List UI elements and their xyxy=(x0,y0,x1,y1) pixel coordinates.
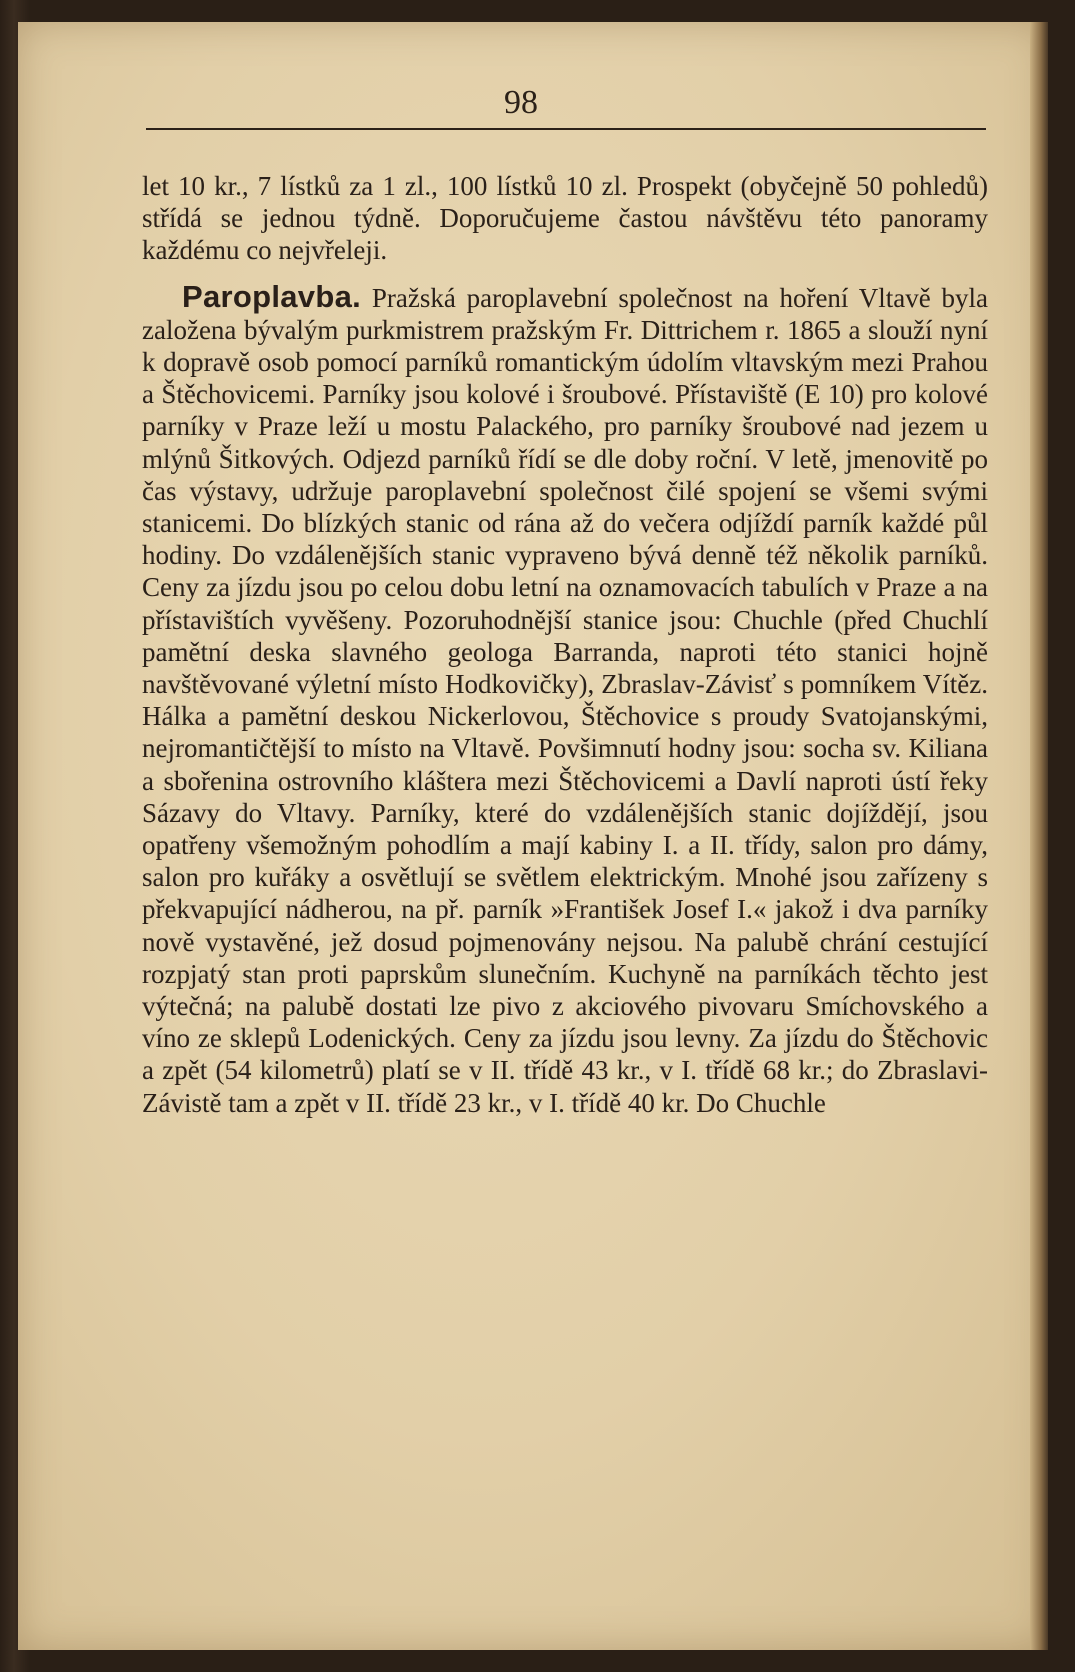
paragraph-paroplavba-text: Pražská paroplavební společnost na hoření Vltavě byla založena bývalým purkmistrem pražským Fr. Dittrichem r. 1865 a slouží nyní k dopravě osob pomocí parníků romantickým údolím vltavským mezi Prahou a Štěchovicemi. Parníky jsou kolové i šroubové. Přístaviště (E 10) pro kolové parníky v Praze leží u mostu Palackého, pro parníky šroubové nad jezem u mlýnů Šitkových. Odjezd parníků řídí se dle doby roční. V letě, jmenovitě po čas výstavy, udržuje paroplavební společnost čilé spojení se všemi svými stanicemi. Do blízkých stanic od rána až do večera odjíždí parník každé půl hodiny. Do vzdálenějších stanic vypraveno bývá denně též několik parníků. Ceny za jízdu jsou po celou dobu letní na oznamovacích tabulích v Praze a na přístavištích vyvěšeny. Pozoruhodnější stanice jsou: Chuchle (před Chuchlí pamětní deska slavného geologa Barranda, naproti této stanici hojně navštěvované výletní místo Hodkovičky), Zbraslav-Závisť s pomníkem Vítěz. Hálka a pamětní deskou Nickerlovou, Štěchovice s proudy Svatojanskými, nejromantičtější to místo na Vltavě. Povšimnutí hodny jsou: socha sv. Kiliana a sbořenina ostrovního kláštera mezi Štěchovicemi a Davlí naproti ústí řeky Sázavy do Vltavy. Parníky, které do vzdálenějších stanic dojíždějí, jsou opatřeny všemožným pohodlím a mají kabiny I. a II. třídy, salon pro dámy, salon pro kuřáky a osvětlují se světlem elektrickým. Mnohé jsou zařízeny s překvapující nádherou, na př. parník »František Josef I.« jakož i dva parníky nově vystavěné, jež dosud pojmenovány nejsou. Na palubě chrání cestující rozpjatý stan proti paprskům slunečním. Kuchyně na parníkách těchto jest výtečná; na palubě dostati lze pivo z akciového pivovaru Smíchovského a víno ze sklepů Lodenických. Ceny za jízdu jsou levny. Za jízdu do Štěchovic a zpět (54 kilometrů) platí se v II. třídě 43 kr., v I. třídě 68 kr.; do Zbraslavi-Závistě tam a zpět v II. třídě 23 kr., v I. třídě 40 kr. Do Chuchle xyxy=(142,282,989,1118)
book-page xyxy=(18,22,1048,1650)
header-rule xyxy=(146,128,986,130)
page-number: 98 xyxy=(504,84,538,121)
section-heading: Paroplavba. xyxy=(182,278,362,314)
page-spine-edge xyxy=(1030,22,1048,1650)
body-text xyxy=(142,170,988,1119)
paragraph-paroplavba xyxy=(142,278,989,1119)
paragraph-panorama: let 10 kr., 7 lístků za 1 zl., 100 lístků 10 zl. Prospekt (obyčejně 50 pohledů) střídá se jednou týdně. Doporučujeme častou návštěvu této panoramy každému co nejvřeleji. xyxy=(142,171,988,266)
